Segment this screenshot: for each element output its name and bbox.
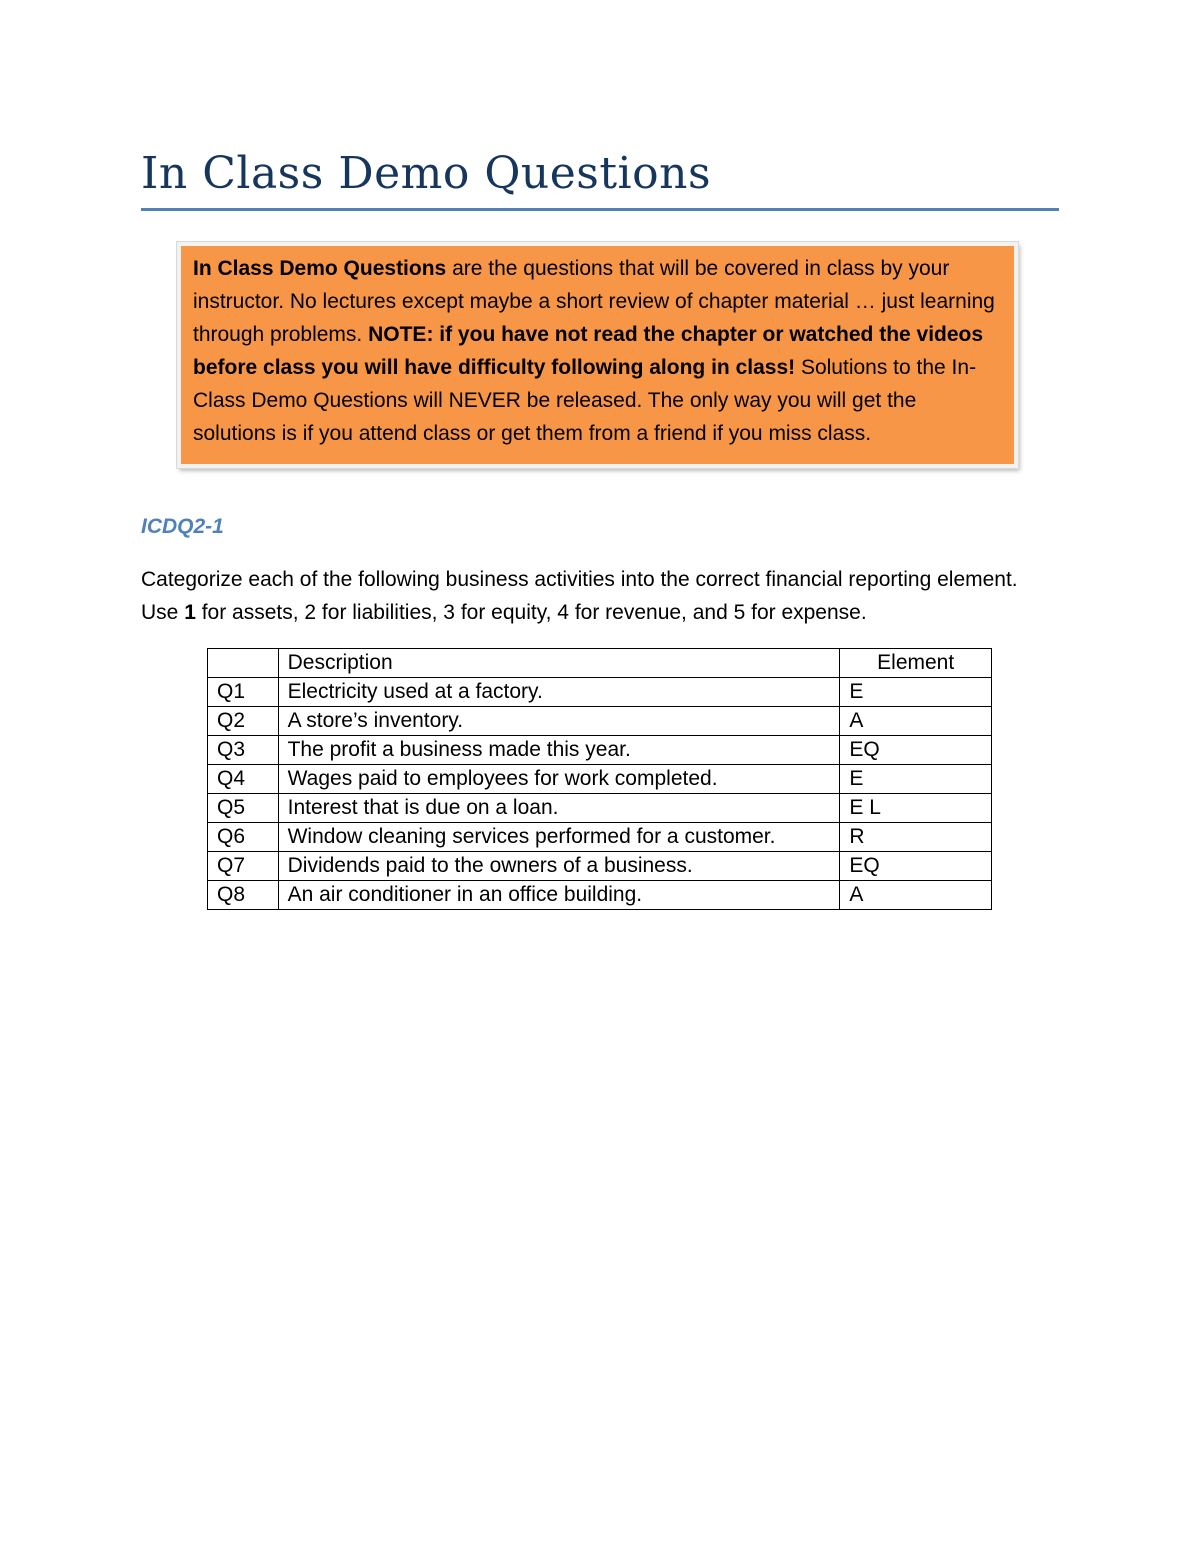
row-element: R <box>840 823 992 852</box>
questions-table <box>207 648 992 910</box>
table-row <box>208 678 992 707</box>
instruction-line-1: Categorize each of the following business activities into the correct financial reporting element. <box>141 568 1018 591</box>
callout-lead: In Class Demo Questions <box>193 257 447 280</box>
row-element: EQ <box>840 736 992 765</box>
instruction-line-2-pre: Use <box>141 601 185 624</box>
row-element: E <box>840 765 992 794</box>
row-element: E L <box>840 794 992 823</box>
row-number: Q2 <box>208 707 279 736</box>
table-row <box>208 794 992 823</box>
instruction-line-2-bold: 1 <box>184 601 196 624</box>
question-instructions <box>141 563 1101 629</box>
callout-text-1: are the questions that will be covered in class by your instructor. No lectures except maybe a short review of chapter material … just learning through problems. <box>193 257 995 346</box>
table-header-row <box>208 649 992 678</box>
row-description: Electricity used at a factory. <box>278 678 840 707</box>
row-number: Q5 <box>208 794 279 823</box>
instruction-line-2 <box>141 596 1101 629</box>
title-underline <box>141 208 1059 211</box>
row-description: An air conditioner in an office building. <box>278 881 840 910</box>
header-element: Element <box>840 649 992 678</box>
table-row <box>208 823 992 852</box>
row-number: Q6 <box>208 823 279 852</box>
table-row <box>208 852 992 881</box>
row-description: The profit a business made this year. <box>278 736 840 765</box>
table-row <box>208 707 992 736</box>
row-description: Interest that is due on a loan. <box>278 794 840 823</box>
row-number: Q1 <box>208 678 279 707</box>
row-description: Wages paid to employees for work completed. <box>278 765 840 794</box>
header-number <box>208 649 279 678</box>
row-element: A <box>840 707 992 736</box>
row-description: A store’s inventory. <box>278 707 840 736</box>
row-number: Q7 <box>208 852 279 881</box>
row-number: Q8 <box>208 881 279 910</box>
table-row <box>208 765 992 794</box>
callout-note: NOTE: if you have not read the chapter or watched the videos before class you will have difficulty following along in class! <box>193 323 984 379</box>
row-description: Window cleaning services performed for a customer. <box>278 823 840 852</box>
row-description: Dividends paid to the owners of a business. <box>278 852 840 881</box>
row-element: E <box>840 678 992 707</box>
page-title: In Class Demo Questions <box>141 148 712 199</box>
table-row <box>208 881 992 910</box>
table-row <box>208 736 992 765</box>
header-description: Description <box>278 649 840 678</box>
callout-box <box>177 242 1018 468</box>
instruction-line-2-post: for assets, 2 for liabilities, 3 for equity, 4 for revenue, and 5 for expense. <box>195 601 867 624</box>
row-element: A <box>840 881 992 910</box>
row-number: Q3 <box>208 736 279 765</box>
row-number: Q4 <box>208 765 279 794</box>
callout-text-2: Solutions to the In-Class Demo Questions will NEVER be released. The only way you will get the solutions is if you attend class or get them from a friend if you miss class. <box>193 356 977 445</box>
row-element: EQ <box>840 852 992 881</box>
question-id: ICDQ2-1 <box>141 515 224 538</box>
